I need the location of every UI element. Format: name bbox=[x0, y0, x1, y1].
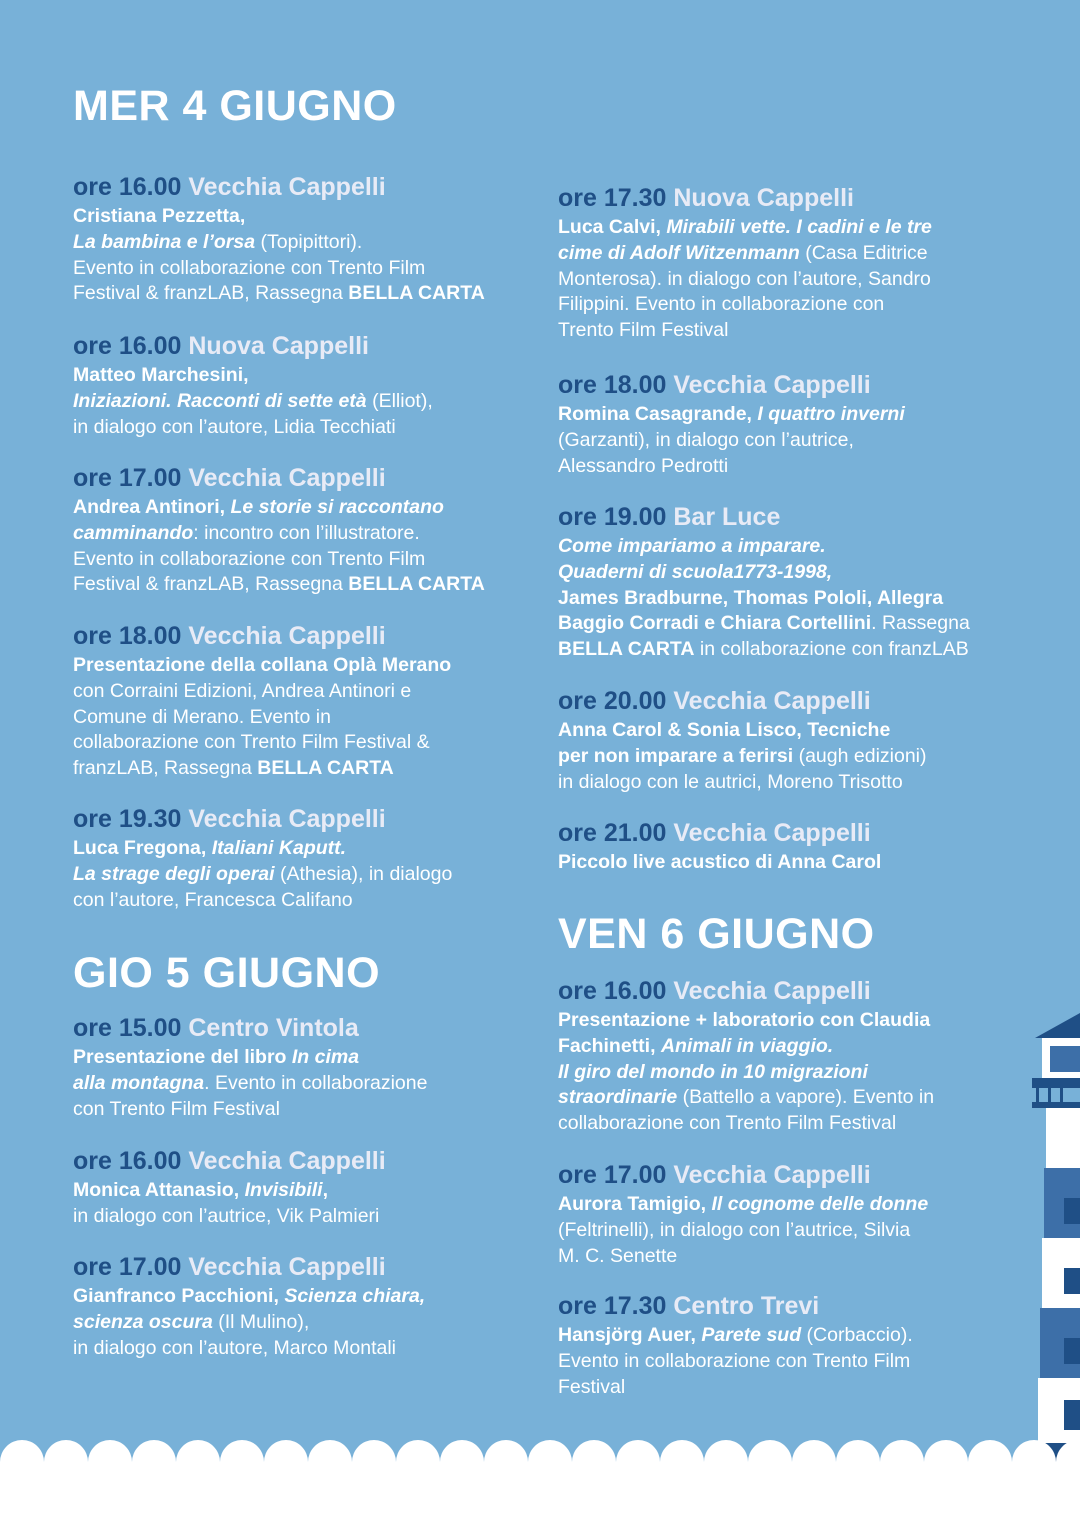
event-card bbox=[558, 1160, 1013, 1269]
event-highlight: Parete sud bbox=[701, 1324, 802, 1346]
event-header bbox=[558, 686, 1013, 716]
event-description-line bbox=[73, 204, 543, 230]
event-card bbox=[73, 621, 543, 782]
event-text: con Trento Film Festival bbox=[73, 1097, 280, 1120]
event-description-line bbox=[558, 454, 1013, 480]
event-header bbox=[558, 502, 1013, 532]
event-card bbox=[73, 1146, 543, 1230]
event-text: con Corraini Edizioni, Andrea Antinori e bbox=[73, 679, 412, 702]
event-description-line bbox=[73, 572, 543, 598]
event-description-line bbox=[558, 1085, 1013, 1111]
event-time: ore 19.00 bbox=[558, 503, 667, 531]
event-description-line bbox=[73, 730, 543, 756]
event-header bbox=[558, 370, 1013, 400]
event-venue: Centro Trevi bbox=[673, 1292, 820, 1320]
event-description-line bbox=[73, 1336, 543, 1362]
event-highlight: Baggio Corradi e Chiara Cortellini bbox=[558, 612, 872, 635]
event-text: . Rassegna bbox=[871, 612, 970, 635]
event-time: ore 16.00 bbox=[73, 173, 182, 201]
event-description bbox=[558, 850, 1013, 876]
event-time: ore 16.00 bbox=[73, 332, 182, 360]
day-title-mer-4: MER 4 GIUGNO bbox=[73, 82, 397, 130]
event-text: (augh edizioni) bbox=[793, 744, 927, 767]
event-description-line bbox=[73, 495, 543, 521]
event-text: in dialogo con l’autore, Marco Montali bbox=[73, 1336, 397, 1359]
event-text: (Feltrinelli), in dialogo con l’autrice, Silvia bbox=[558, 1218, 911, 1241]
event-description-line bbox=[73, 653, 543, 679]
event-text: collaborazione con Trento Film Festival bbox=[558, 1112, 897, 1135]
event-header bbox=[558, 976, 1013, 1006]
event-highlight: Hansjörg Auer, bbox=[558, 1324, 702, 1346]
event-time: ore 17.00 bbox=[558, 1161, 667, 1189]
event-highlight: Mirabili vette. I cadini e le tre bbox=[666, 216, 932, 238]
lighthouse-window bbox=[1064, 1338, 1080, 1364]
event-card bbox=[73, 1013, 543, 1122]
event-highlight: Romina Casagrande, bbox=[558, 403, 758, 425]
event-description bbox=[558, 1192, 1013, 1269]
event-description-line bbox=[558, 1060, 1013, 1086]
event-text: in dialogo con le autrici, Moreno Trisotto bbox=[558, 770, 903, 793]
event-time: ore 17.30 bbox=[558, 1292, 667, 1320]
lighthouse-roof bbox=[1035, 1013, 1080, 1038]
event-description-line bbox=[73, 836, 543, 862]
event-description-line bbox=[73, 547, 543, 573]
event-text: (Elliot), bbox=[366, 389, 433, 412]
event-time: ore 19.30 bbox=[73, 805, 182, 833]
event-highlight: Piccolo live acustico di Anna Carol bbox=[558, 851, 882, 873]
event-description-line bbox=[558, 1111, 1013, 1137]
event-text: Evento in collaborazione con Trento Film bbox=[73, 256, 426, 279]
event-highlight: scienza oscura bbox=[73, 1310, 213, 1333]
lighthouse-balcony bbox=[1032, 1078, 1080, 1088]
event-header bbox=[558, 183, 1013, 213]
event-description bbox=[558, 1323, 1013, 1400]
event-header bbox=[73, 172, 543, 202]
event-description-line bbox=[558, 744, 1013, 770]
event-description bbox=[73, 495, 543, 598]
wave-shape bbox=[0, 1440, 1080, 1480]
event-text: Evento in collaborazione con Trento Film bbox=[73, 547, 426, 570]
event-description bbox=[73, 204, 543, 307]
event-time: ore 17.00 bbox=[73, 464, 182, 492]
event-header bbox=[558, 818, 1013, 848]
event-description-line bbox=[73, 679, 543, 705]
event-description-line bbox=[558, 1218, 1013, 1244]
event-text: (Athesia), in dialogo bbox=[274, 862, 453, 885]
lighthouse-window bbox=[1050, 1046, 1080, 1072]
event-highlight: BELLA CARTA bbox=[257, 757, 394, 780]
event-highlight: La strage degli operai bbox=[73, 862, 275, 885]
event-highlight: camminando bbox=[73, 521, 194, 544]
event-description-line bbox=[558, 318, 1013, 344]
event-time: ore 18.00 bbox=[73, 622, 182, 650]
event-description-line bbox=[558, 1375, 1013, 1401]
event-description bbox=[73, 1284, 543, 1361]
event-highlight: Monica Attanasio, bbox=[73, 1179, 245, 1201]
event-highlight: Iniziazioni. Racconti di sette età bbox=[73, 389, 367, 412]
event-highlight: alla montagna bbox=[73, 1071, 205, 1094]
lighthouse-window bbox=[1064, 1268, 1080, 1294]
event-highlight: Quaderni di scuola1773-1998, bbox=[558, 560, 833, 583]
event-description bbox=[558, 534, 1013, 663]
event-header bbox=[73, 804, 543, 834]
event-time: ore 18.00 bbox=[558, 371, 667, 399]
event-description-line bbox=[558, 611, 1013, 637]
event-card bbox=[558, 370, 1013, 479]
event-description-line bbox=[558, 267, 1013, 293]
event-venue: Vecchia Cappelli bbox=[188, 1253, 386, 1281]
event-header bbox=[73, 1013, 543, 1043]
event-description-line bbox=[73, 521, 543, 547]
event-time: ore 15.00 bbox=[73, 1014, 182, 1042]
event-description bbox=[73, 653, 543, 782]
event-description bbox=[73, 1045, 543, 1122]
event-text: Monterosa). in dialogo con l’autore, Sandro bbox=[558, 267, 931, 290]
event-description bbox=[558, 402, 1013, 479]
lighthouse-window bbox=[1064, 1198, 1080, 1224]
event-highlight: Luca Fregona, bbox=[73, 837, 212, 859]
event-description-line bbox=[73, 888, 543, 914]
lighthouse-door bbox=[1064, 1400, 1080, 1430]
event-text: : incontro con l’illustratore. bbox=[193, 521, 420, 544]
event-text: con l’autore, Francesca Califano bbox=[73, 888, 353, 911]
event-venue: Vecchia Cappelli bbox=[673, 1161, 871, 1189]
event-description-line bbox=[73, 389, 543, 415]
event-text: Festival bbox=[558, 1375, 626, 1398]
event-highlight: Italiani Kaputt. bbox=[211, 837, 347, 859]
event-description-line bbox=[558, 1244, 1013, 1270]
lighthouse-illustration bbox=[1020, 1008, 1080, 1463]
event-description bbox=[73, 1178, 543, 1230]
event-time: ore 16.00 bbox=[73, 1147, 182, 1175]
event-highlight: straordinarie bbox=[558, 1086, 678, 1109]
event-highlight: Animali in viaggio. bbox=[660, 1034, 834, 1057]
event-description-line bbox=[558, 586, 1013, 612]
event-description-line bbox=[558, 1192, 1013, 1218]
event-highlight: BELLA CARTA bbox=[348, 573, 485, 596]
event-highlight: Invisibili bbox=[244, 1179, 323, 1201]
event-text: in dialogo con l’autrice, Vik Palmieri bbox=[73, 1204, 380, 1227]
event-card bbox=[73, 804, 543, 913]
event-description-line bbox=[73, 1204, 543, 1230]
event-venue: Nuova Cappelli bbox=[673, 184, 854, 212]
event-description-line bbox=[73, 705, 543, 731]
event-description-line bbox=[73, 363, 543, 389]
event-description-line bbox=[558, 770, 1013, 796]
event-venue: Vecchia Cappelli bbox=[188, 1147, 386, 1175]
event-description-line bbox=[558, 1349, 1013, 1375]
event-venue: Vecchia Cappelli bbox=[188, 805, 386, 833]
event-description-line bbox=[558, 534, 1013, 560]
event-highlight: , bbox=[322, 1179, 329, 1201]
event-highlight: Matteo Marchesini, bbox=[73, 364, 249, 386]
event-time: ore 21.00 bbox=[558, 819, 667, 847]
day-title-ven-6: VEN 6 GIUGNO bbox=[558, 910, 875, 958]
event-description-line bbox=[558, 292, 1013, 318]
event-venue: Centro Vintola bbox=[188, 1014, 359, 1042]
event-description-line bbox=[558, 241, 1013, 267]
event-highlight: Anna Carol & Sonia Lisco, Tecniche bbox=[558, 719, 891, 741]
event-highlight: Come impariamo a imparare. bbox=[558, 535, 826, 557]
event-venue: Bar Luce bbox=[673, 503, 781, 531]
event-text: Filippini. Evento in collaborazione con bbox=[558, 293, 885, 316]
waves-decoration bbox=[0, 1440, 1080, 1480]
event-text: (Casa Editrice bbox=[799, 241, 928, 264]
event-highlight: per non imparare a ferirsi bbox=[558, 744, 794, 767]
event-highlight: Presentazione del libro bbox=[73, 1046, 292, 1068]
event-venue: Vecchia Cappelli bbox=[673, 977, 871, 1005]
event-header bbox=[73, 1146, 543, 1176]
event-venue: Vecchia Cappelli bbox=[673, 819, 871, 847]
event-venue: Vecchia Cappelli bbox=[188, 622, 386, 650]
event-description-line bbox=[73, 756, 543, 782]
event-description-line bbox=[73, 230, 543, 256]
event-description-line bbox=[558, 402, 1013, 428]
event-header bbox=[73, 1252, 543, 1282]
event-text: Festival & franzLAB, Rassegna bbox=[73, 573, 349, 596]
event-highlight: Il giro del mondo in 10 migrazioni bbox=[558, 1060, 868, 1083]
event-text: . Evento in collaborazione bbox=[204, 1071, 428, 1094]
event-text: (Corbaccio). bbox=[801, 1324, 913, 1346]
day-title-gio-5: GIO 5 GIUGNO bbox=[73, 949, 381, 997]
event-header bbox=[558, 1291, 1013, 1321]
event-description-line bbox=[73, 862, 543, 888]
event-description-line bbox=[73, 1178, 543, 1204]
event-description-line bbox=[73, 1045, 543, 1071]
event-card bbox=[558, 818, 1013, 876]
event-time: ore 17.30 bbox=[558, 184, 667, 212]
event-text: in dialogo con l’autore, Lidia Tecchiati bbox=[73, 415, 396, 438]
event-description-line bbox=[558, 850, 1013, 876]
event-highlight: James Bradburne, Thomas Pololi, Allegra bbox=[558, 586, 944, 609]
event-highlight: Presentazione della collana Oplà Merano bbox=[73, 654, 452, 676]
event-highlight: La bambina e l’orsa bbox=[73, 230, 256, 253]
event-highlight: Aurora Tamigio, bbox=[558, 1193, 712, 1215]
event-description-line bbox=[558, 215, 1013, 241]
event-description-line bbox=[558, 560, 1013, 586]
event-text: (Il Mulino), bbox=[212, 1310, 310, 1333]
event-description bbox=[73, 363, 543, 440]
event-description bbox=[558, 718, 1013, 795]
event-time: ore 17.00 bbox=[73, 1253, 182, 1281]
event-highlight: BELLA CARTA bbox=[348, 282, 485, 305]
event-description-line bbox=[558, 1034, 1013, 1060]
event-description-line bbox=[73, 1071, 543, 1097]
event-card bbox=[558, 976, 1013, 1137]
event-text: collaborazione con Trento Film Festival & bbox=[73, 731, 430, 754]
event-text: (Garzanti), in dialogo con l’autrice, bbox=[558, 428, 854, 451]
event-card bbox=[73, 331, 543, 440]
event-highlight: cime di Adolf Witzenmann bbox=[558, 241, 800, 264]
event-card bbox=[558, 1291, 1013, 1400]
event-description bbox=[558, 215, 1013, 344]
event-description-line bbox=[73, 1097, 543, 1123]
event-text: Evento in collaborazione con Trento Film bbox=[558, 1349, 911, 1372]
event-text: (Topipittori). bbox=[255, 230, 363, 253]
event-time: ore 16.00 bbox=[558, 977, 667, 1005]
event-card bbox=[73, 1252, 543, 1361]
event-venue: Vecchia Cappelli bbox=[188, 173, 386, 201]
event-highlight: Gianfranco Pacchioni, bbox=[73, 1285, 285, 1307]
event-highlight: In cima bbox=[291, 1046, 360, 1068]
event-text: franzLAB, Rassegna bbox=[73, 757, 258, 780]
event-highlight: Le storie si raccontano bbox=[230, 496, 444, 518]
event-description-line bbox=[73, 281, 543, 307]
event-card bbox=[558, 183, 1013, 344]
event-header bbox=[558, 1160, 1013, 1190]
event-highlight: BELLA CARTA bbox=[558, 638, 695, 661]
event-venue: Nuova Cappelli bbox=[188, 332, 369, 360]
lighthouse-band-white bbox=[1046, 1108, 1080, 1168]
event-description-line bbox=[558, 637, 1013, 663]
event-venue: Vecchia Cappelli bbox=[188, 464, 386, 492]
event-description bbox=[558, 1008, 1013, 1137]
event-description bbox=[73, 836, 543, 913]
event-card bbox=[558, 502, 1013, 663]
event-text: Comune di Merano. Evento in bbox=[73, 705, 331, 728]
event-time: ore 20.00 bbox=[558, 687, 667, 715]
event-header bbox=[73, 331, 543, 361]
event-description-line bbox=[558, 428, 1013, 454]
event-card bbox=[558, 686, 1013, 795]
event-highlight: Andrea Antinori, bbox=[73, 496, 231, 518]
event-highlight: I quattro inverni bbox=[757, 403, 905, 425]
event-description-line bbox=[73, 256, 543, 282]
event-description-line bbox=[558, 718, 1013, 744]
event-description-line bbox=[73, 1284, 543, 1310]
event-description-line bbox=[558, 1323, 1013, 1349]
event-highlight: Presentazione + laboratorio con Claudia bbox=[558, 1009, 931, 1031]
event-highlight: Il cognome delle donne bbox=[711, 1193, 929, 1215]
event-venue: Vecchia Cappelli bbox=[673, 371, 871, 399]
event-highlight: Cristiana Pezzetta, bbox=[73, 205, 246, 227]
event-description-line bbox=[73, 1310, 543, 1336]
event-venue: Vecchia Cappelli bbox=[673, 687, 871, 715]
event-header bbox=[73, 621, 543, 651]
event-text: (Battello a vapore). Evento in bbox=[677, 1086, 935, 1109]
event-text: in collaborazione con franzLAB bbox=[694, 638, 969, 661]
event-description-line bbox=[558, 1008, 1013, 1034]
event-highlight: Luca Calvi, bbox=[558, 216, 667, 238]
event-text: Alessandro Pedrotti bbox=[558, 454, 729, 477]
event-text: M. C. Senette bbox=[558, 1244, 678, 1267]
event-text: Trento Film Festival bbox=[558, 319, 729, 342]
event-card bbox=[73, 172, 543, 307]
event-description-line bbox=[73, 415, 543, 441]
event-highlight: Fachinetti, bbox=[558, 1034, 661, 1057]
event-text: Festival & franzLAB, Rassegna bbox=[73, 282, 349, 305]
event-card bbox=[73, 463, 543, 598]
event-header bbox=[73, 463, 543, 493]
event-highlight: Scienza chiara, bbox=[284, 1285, 426, 1307]
